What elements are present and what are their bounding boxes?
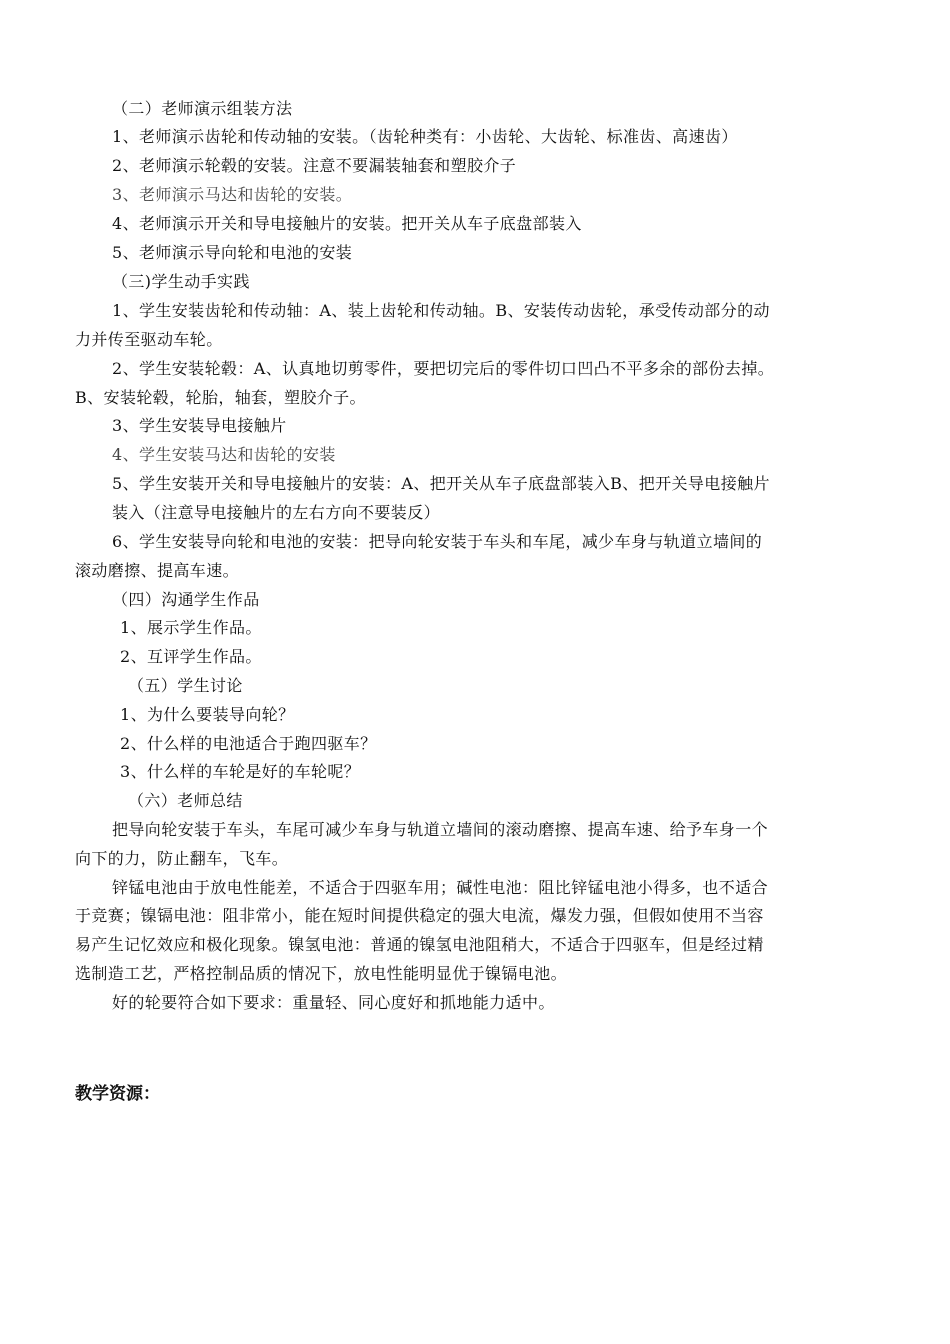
section6-p2-line2: 于竞赛；镍镉电池：阻非常小，能在短时间提供稳定的强大电流，爆发力强，但假如使用不当容 (75, 906, 764, 925)
section6-p2-line1: 锌锰电池由于放电性能差，不适合于四驱车用；碱性电池：阻比锌锰电池小得多，也不适合 (112, 878, 769, 897)
section5-item-2: 2、什么样的电池适合于跑四驱车？ (120, 734, 377, 753)
section3-item6-line2: 滚动磨擦、提高车速。 (75, 561, 240, 580)
section3-item5-line2: 装入（注意导电接触片的左右方向不要装反） (112, 503, 441, 522)
section6-p2-line4: 选制造工艺，严格控制品质的情况下，放电性能明显优于镍镉电池。 (75, 964, 568, 983)
section2-item-5: 5、老师演示导向轮和电池的安装 (112, 243, 353, 262)
section6-p3: 好的轮要符合如下要求：重量轻、同心度好和抓地能力适中。 (112, 993, 555, 1012)
section5-item-3: 3、什么样的车轮是好的车轮呢？ (120, 762, 361, 781)
section2-item-1: 1、老师演示齿轮和传动轴的安装。（齿轮种类有：小齿轮、大齿轮、标准齿、高速齿） (112, 127, 738, 146)
section3-item4: 4、学生安装马达和齿轮的安装 (112, 445, 336, 464)
section3-item6-line1: 6、学生安装导向轮和电池的安装：把导向轮安装于车头和车尾，减少车身与轨道立墙间的 (112, 532, 763, 551)
section6-p1-line1: 把导向轮安装于车头，车尾可减少车身与轨道立墙间的滚动磨擦、提高车速、给予车身一个 (112, 820, 769, 839)
section3-title: （三)学生动手实践 (112, 272, 250, 291)
section3-item2-line2: B、安装轮毂，轮胎，轴套，塑胶介子。 (75, 388, 366, 407)
section3-item1-line1: 1、学生安装齿轮和传动轴：A、装上齿轮和传动轴。B、安装传动齿轮，承受传动部分的动 (112, 301, 770, 320)
section2-title: （二）老师演示组装方法 (112, 99, 293, 118)
section3-item5-line1: 5、学生安装开关和导电接触片的安装：A、把开关从车子底盘部装入B、把开关导电接触片 (112, 474, 770, 493)
section4-title: （四）沟通学生作品 (112, 590, 260, 609)
section5-item-1: 1、为什么要装导向轮？ (120, 705, 295, 724)
section4-item-1: 1、展示学生作品。 (120, 618, 262, 637)
section5-title: （五）学生讨论 (128, 676, 243, 695)
section4-item-2: 2、互评学生作品。 (120, 647, 262, 666)
section6-p2-line3: 易产生记忆效应和极化现象。镍氢电池：普通的镍氢电池阻稍大，不适合于四驱车，但是经过精 (75, 935, 764, 954)
resources-heading: 教学资源： (75, 1084, 160, 1104)
section2-item-3: 3、老师演示马达和齿轮的安装。 (112, 185, 353, 204)
section6-title: （六）老师总结 (128, 791, 243, 810)
section3-item3: 3、学生安装导电接触片 (112, 416, 287, 435)
section3-item1-line2: 力并传至驱动车轮。 (75, 330, 223, 349)
section6-p1-line2: 向下的力，防止翻车，飞车。 (75, 849, 289, 868)
section2-item-2: 2、老师演示轮毂的安装。注意不要漏装轴套和塑胶介子 (112, 156, 517, 175)
section3-item2-line1: 2、学生安装轮毂：A、认真地切剪零件，要把切完后的零件切口凹凸不平多余的部份去掉。 (112, 359, 775, 378)
section2-item-4: 4、老师演示开关和导电接触片的安装。把开关从车子底盘部装入 (112, 214, 582, 233)
